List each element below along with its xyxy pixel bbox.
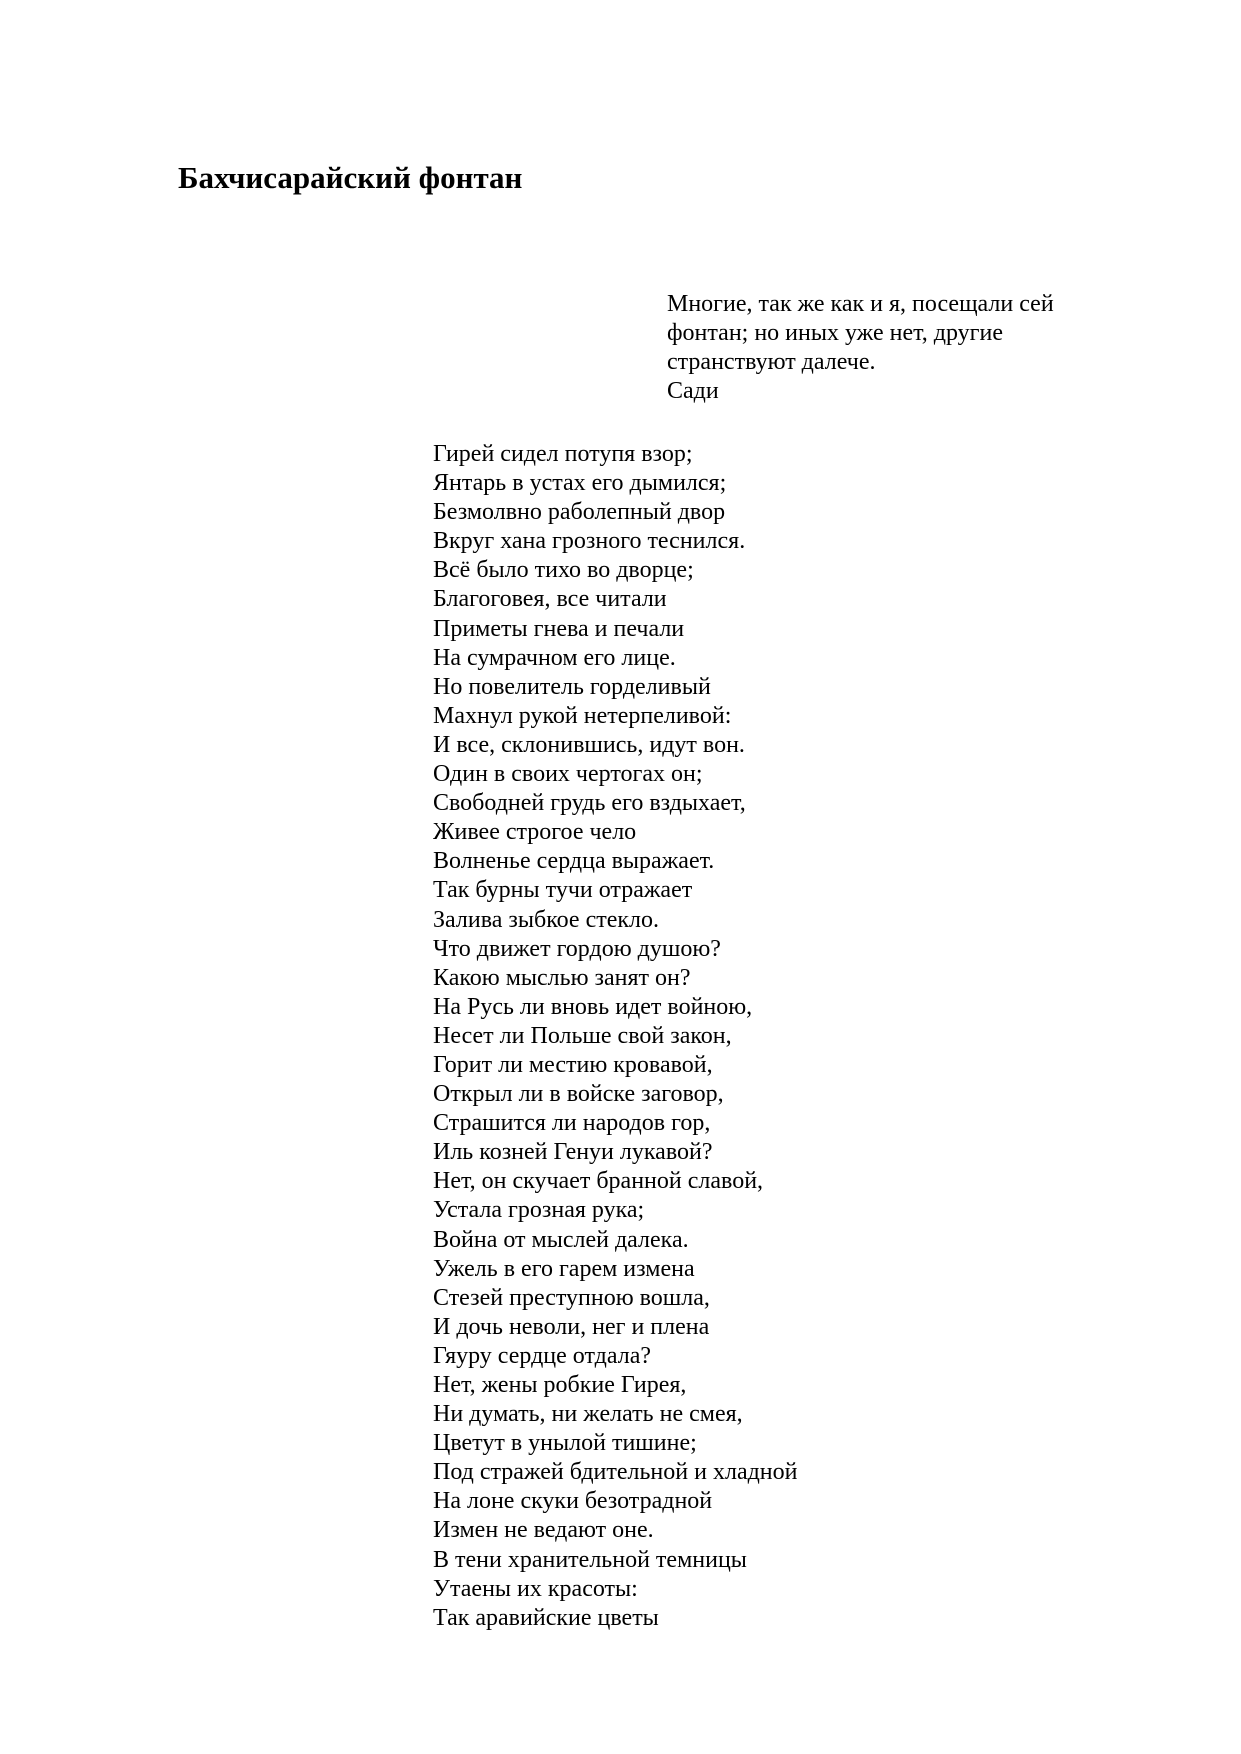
poem-line: Цветут в унылой тишине; <box>433 1430 697 1457</box>
poem-line: Страшится ли народов гор, <box>433 1110 711 1137</box>
poem-line: Несет ли Польше свой закон, <box>433 1022 732 1049</box>
poem-line: Залива зыбкое стекло. <box>433 906 660 933</box>
epigraph <box>667 290 1147 406</box>
poem-line: Нет, жены робкие Гирея, <box>433 1372 687 1398</box>
poem-line: Так аравийские цветы <box>433 1604 659 1631</box>
poem-line: Ужель в его гарем измена <box>433 1255 695 1282</box>
poem-line: Война от мыслей далека. <box>433 1226 689 1253</box>
poem-line: Один в своих чертогах он; <box>433 761 703 788</box>
poem-line: Измен не ведают оне. <box>433 1517 654 1544</box>
poem-line: Что движет гордою душою? <box>433 935 721 962</box>
poem-body <box>433 440 993 1633</box>
poem-line: Стезей преступною вошла, <box>433 1284 710 1311</box>
poem-line: Утаены их красоты: <box>433 1575 638 1602</box>
poem-line: И все, склонившись, идут вон. <box>433 731 745 758</box>
poem-line: Свободней грудь его вздыхает, <box>433 790 746 817</box>
poem-line: Махнул рукой нетерпеливой: <box>433 702 732 729</box>
poem-line: Янтарь в устах его дымился; <box>433 470 727 497</box>
poem-line: Живее строгое чело <box>433 819 637 846</box>
poem-line: В тени хранительной темницы <box>433 1546 747 1573</box>
poem-line: На Русь ли вновь идет войною, <box>433 993 753 1020</box>
poem-line: И дочь неволи, нег и плена <box>433 1313 710 1340</box>
poem-line: Ни думать, ни желать не смея, <box>433 1401 743 1428</box>
poem-title: Бахчисарайский фонтан <box>178 160 523 195</box>
poem-line: Иль козней Генуи лукавой? <box>433 1139 713 1166</box>
epigraph-line: Многие, так же как и я, посещали сей <box>667 291 1054 317</box>
poem-line: Безмолвно раболепный двор <box>433 499 726 526</box>
poem-line: Горит ли местию кровавой, <box>433 1051 713 1078</box>
epigraph-line: странствуют далече. <box>667 349 876 375</box>
poem-line: Так бурны тучи отражает <box>433 877 693 904</box>
poem-line: Вкруг хана грозного теснился. <box>433 528 746 555</box>
poem-line: Под стражей бдительной и хладной <box>433 1459 798 1486</box>
poem-line: Какою мыслью занят он? <box>433 964 691 991</box>
poem-line: Открыл ли в войске заговор, <box>433 1081 724 1108</box>
poem-line: Гирей сидел потупя взор; <box>433 441 693 467</box>
poem-line: Устала грозная рука; <box>433 1197 645 1224</box>
poem-line: Но повелитель горделивый <box>433 673 711 700</box>
poem-line: На лоне скуки безотрадной <box>433 1488 713 1515</box>
poem-line: Всё было тихо во дворце; <box>433 557 694 584</box>
poem-line: Гяуру сердце отдала? <box>433 1342 651 1369</box>
epigraph-author: Сади <box>667 378 719 404</box>
poem-line: Приметы гнева и печали <box>433 615 685 642</box>
epigraph-line: фонтан; но иных уже нет, другие <box>667 320 1004 346</box>
poem-line: Нет, он скучает бранной славой, <box>433 1168 764 1195</box>
poem-line: Волненье сердца выражает. <box>433 848 715 875</box>
poem-line: На сумрачном его лице. <box>433 644 676 671</box>
poem-line: Благоговея, все читали <box>433 586 667 613</box>
